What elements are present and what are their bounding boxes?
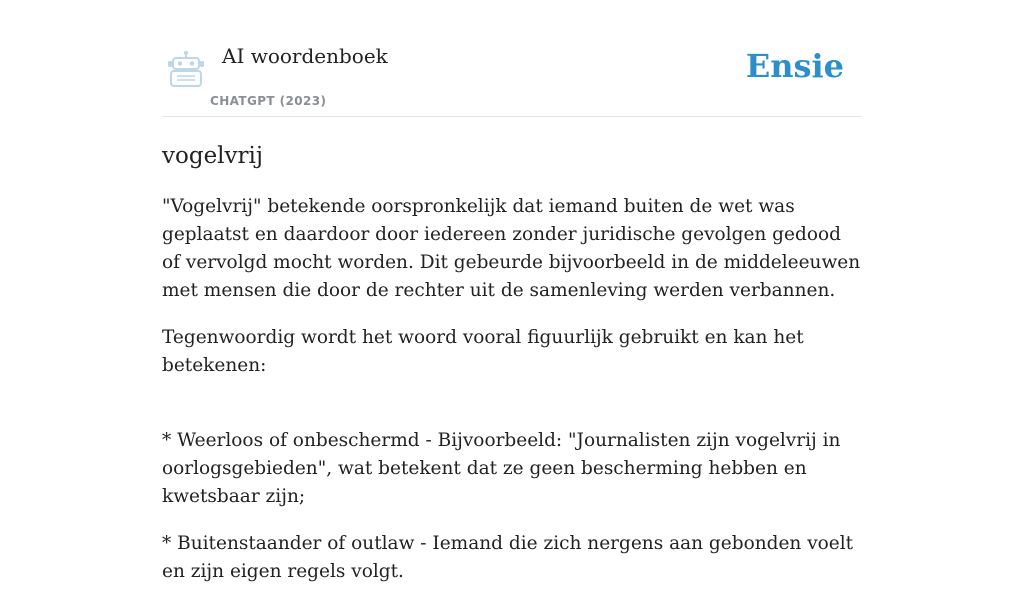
definition-bullet: * Buitenstaander of outlaw - Iemand die zich nergens aan gebonden voelt en zijn eigen regels volgt. bbox=[162, 533, 854, 582]
header bbox=[162, 0, 862, 117]
robot-icon bbox=[166, 50, 206, 90]
ensie-logo[interactable]: Ensie bbox=[745, 47, 844, 85]
spacer bbox=[162, 399, 862, 427]
definition-paragraph: "Vogelvrij" betekende oorspronkelijk dat iemand buiten de wet was geplaatst en daardoor door iedereen zonder juridische gevolgen gedood of vervolgd mocht worden. Dit gebeurde bijvoorbeeld in de middeleeuwen met mensen die door de rechter uit de samenleving werden verbannen. bbox=[162, 196, 861, 301]
entry-term: vogelvrij bbox=[162, 143, 264, 169]
content-container bbox=[162, 0, 862, 605]
definition-body bbox=[162, 193, 862, 586]
definition-bullet: * Weerloos of onbeschermd - Bijvoorbeeld: "Journalisten zijn vogelvrij in oorlogsgebieden", wat betekent dat ze geen bescherming hebben en kwetsbaar zijn; bbox=[162, 430, 841, 507]
site-name[interactable]: AI woordenboek bbox=[222, 44, 388, 68]
source-label: CHATGPT (2023) bbox=[210, 94, 327, 108]
definition-paragraph: Tegenwoordig wordt het woord vooral figuurlijk gebruikt en kan het betekenen: bbox=[162, 327, 804, 376]
